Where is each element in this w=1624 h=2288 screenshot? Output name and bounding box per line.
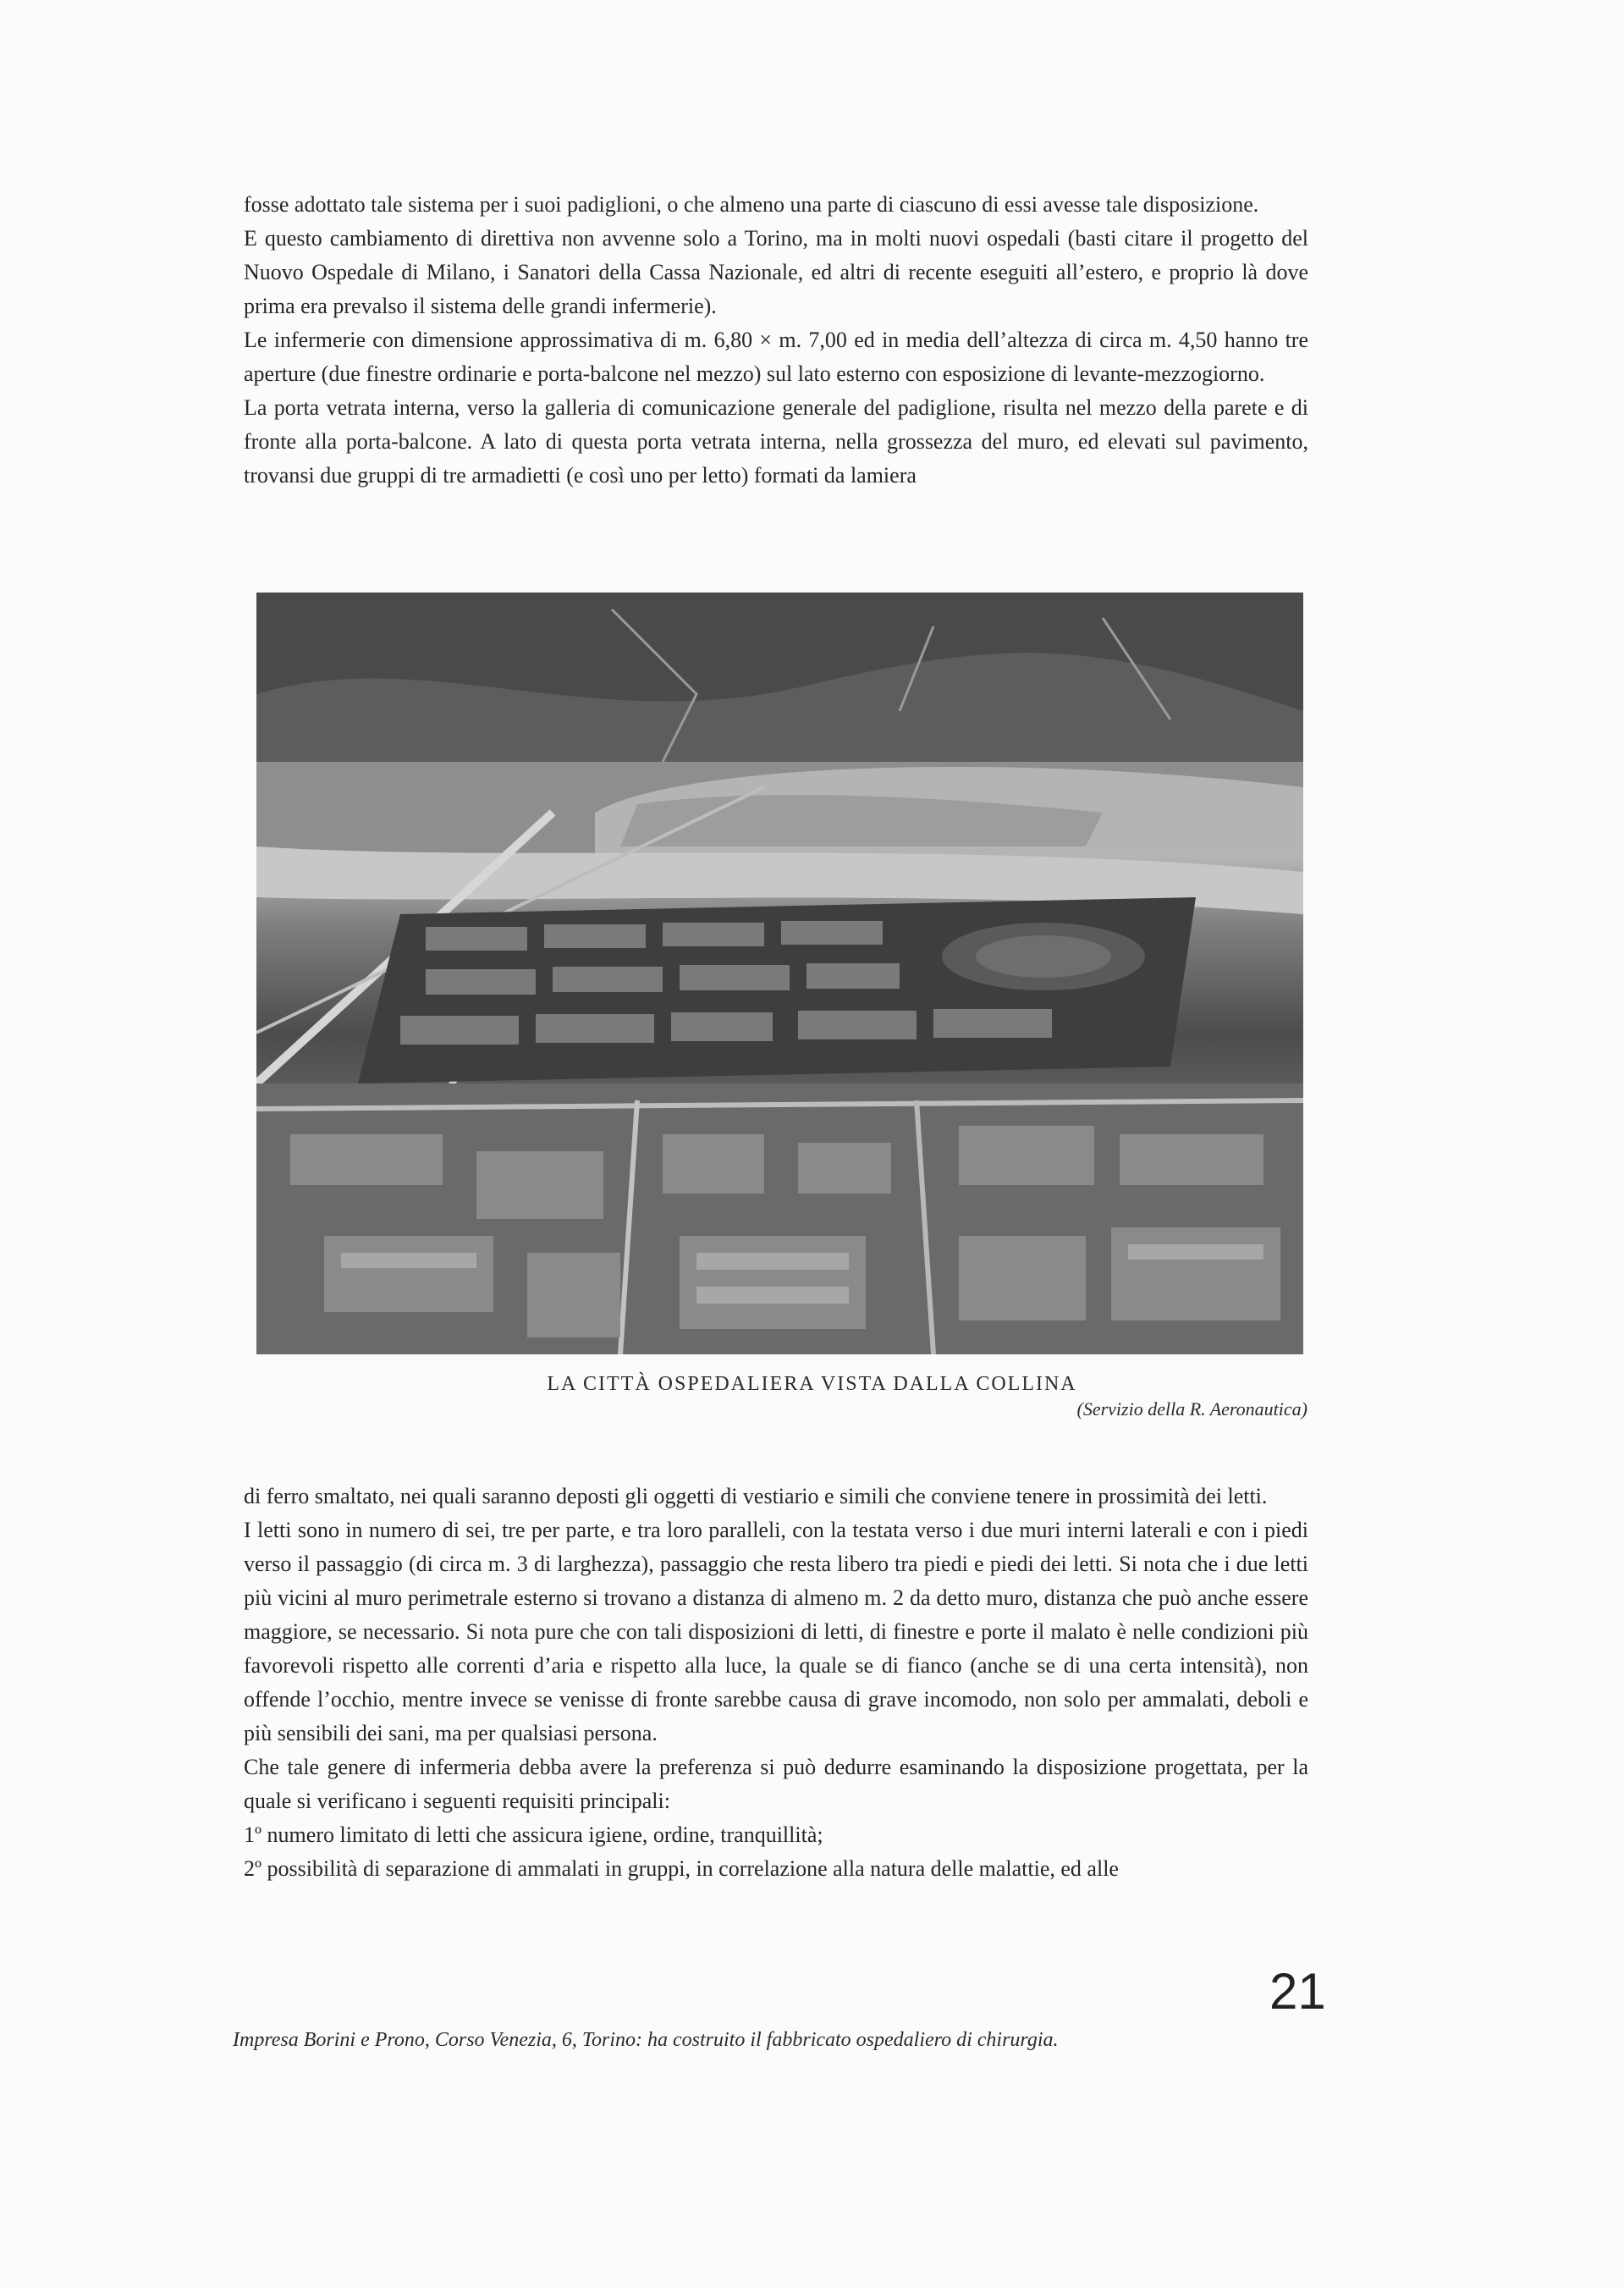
list-item: 2º possibilità di separazione di ammalati in gruppi, in correlazione alla natura delle malattie, ed alle xyxy=(244,1856,1119,1881)
top-text-block xyxy=(244,188,1308,493)
paragraph: Che tale genere di infermeria debba avere la preferenza si può dedurre esaminando la disposizione progettata, per la quale si verificano i seguenti requisiti principali: xyxy=(244,1755,1308,1813)
figure-credit: (Servizio della R. Aeronautica) xyxy=(1076,1398,1307,1420)
paragraph: di ferro smaltato, nei quali saranno deposti gli oggetti di vestiario e simili che conviene tenere in prossimità dei letti. xyxy=(244,1484,1268,1508)
paragraph: Le infermerie con dimensione approssimativa di m. 6,80 × m. 7,00 ed in media dell’altezza di circa m. 4,50 hanno tre aperture (due finestre ordinarie e porta-balcone nel mezzo) sul lato esterno con esposizione di levante-mezzogiorno. xyxy=(244,328,1308,386)
list-item: 1º numero limitato di letti che assicura igiene, ordine, tranquillità; xyxy=(244,1822,823,1847)
page-number: 21 xyxy=(1269,1963,1326,2020)
figure-caption: LA CITTÀ OSPEDALIERA VISTA DALLA COLLINA xyxy=(547,1373,1077,1395)
paragraph: I letti sono in numero di sei, tre per parte, e tra loro paralleli, con la testata verso i due muri interni laterali e con i piedi verso il passaggio (di circa m. 3 di larghezza), passaggio che resta libero tra piedi e piedi dei letti. Si nota che i due letti più vicini al muro perimetrale esterno si trovano a distanza di almeno m. 2 da detto muro, distanza che può anche essere maggiore, se necessario. Si nota pure che con tali disposizioni di letti, di finestre e porte il malato è nelle condizioni più favorevoli rispetto alle correnti d’aria e rispetto alla luce, la quale se di fianco (anche se di una certa intensità), non offende l’occhio, mentre invece se venisse di fronte sarebbe causa di grave incomodo, non solo per ammalati, deboli e più sensibili dei sani, ma per qualsiasi persona. xyxy=(244,1518,1308,1745)
paragraph: fosse adottato tale sistema per i suoi padiglioni, o che almeno una parte di ciascuno di essi avesse tale disposizione. xyxy=(244,192,1259,217)
paragraph: La porta vetrata interna, verso la galleria di comunicazione generale del padiglione, risulta nel mezzo della parete e di fronte alla porta-balcone. A lato di questa porta vetrata interna, nella grossezza del muro, ed elevati sul pavimento, trovansi due gruppi di tre armadietti (e così uno per letto) formati da lamiera xyxy=(244,395,1308,488)
aerial-photograph xyxy=(256,593,1303,1354)
aerial-photo-illustration xyxy=(256,593,1303,1354)
paragraph: E questo cambiamento di direttiva non avvenne solo a Torino, ma in molti nuovi ospedali (basti citare il progetto del Nuovo Ospedale di Milano, i Sanatori della Cassa Nazionale, ed altri di recente eseguiti all’estero, e proprio là dove prima era prevalso il sistema delle grandi infermerie). xyxy=(244,226,1308,318)
bottom-text-block xyxy=(244,1480,1308,1886)
footer-advertisement: Impresa Borini e Prono, Corso Venezia, 6, Torino: ha costruito il fabbricato ospedaliero di chirurgia. xyxy=(233,2029,1059,2051)
